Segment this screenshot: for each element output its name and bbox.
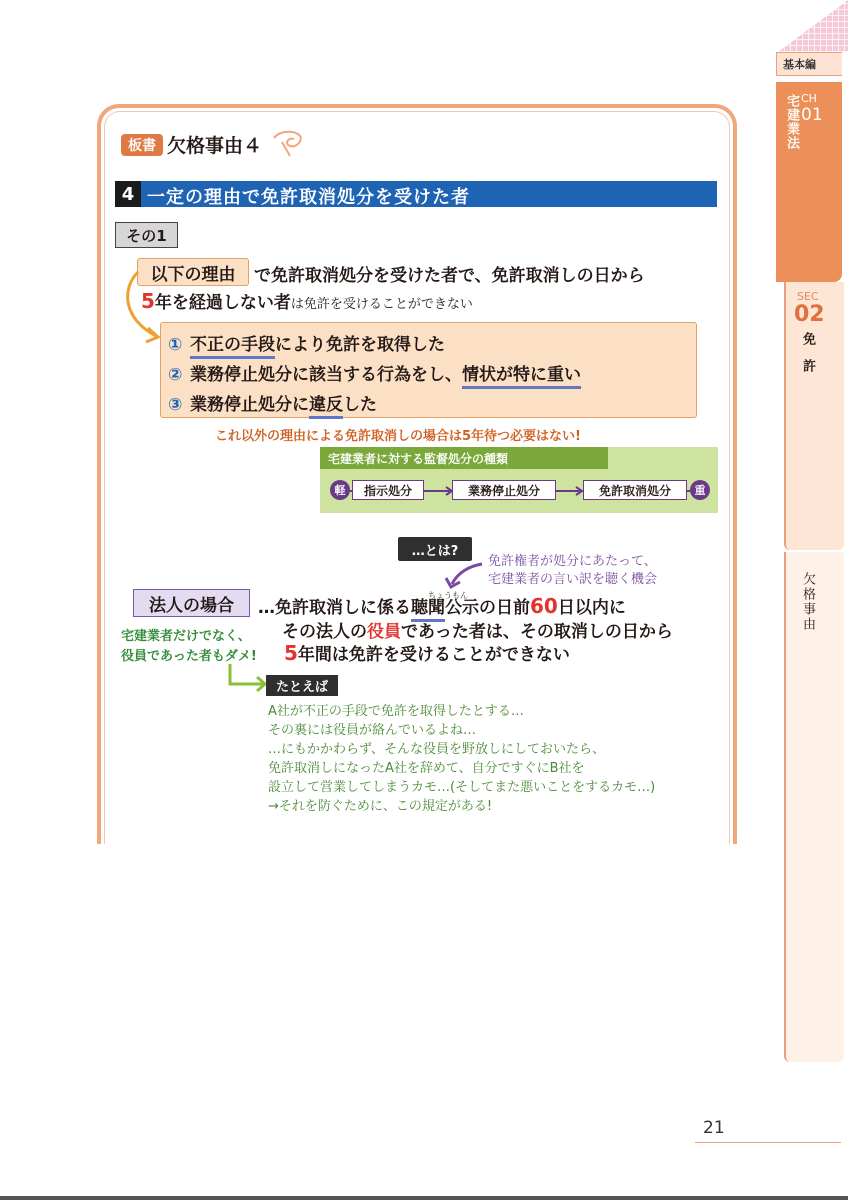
section-heading-text: 一定の理由で免許取消処分を受けた者 — [147, 187, 470, 208]
paperclip-icon — [270, 128, 306, 158]
bottom-border — [0, 1196, 848, 1200]
years-number: 5 — [141, 289, 155, 313]
green-arrow-icon — [220, 662, 270, 696]
corporate-l1b: 公示の日前 — [445, 598, 530, 618]
rule-line-2a: 年を経過しない者 — [154, 293, 291, 313]
example-line: A社が不正の手段で免許を取得したとする… — [268, 704, 524, 719]
supervision-title: 宅建業者に対する監督処分の種類 — [320, 447, 608, 469]
chapter-number: 01 — [801, 105, 823, 125]
chapter-label: CH — [801, 92, 817, 105]
example-line: 免許取消しになったA社を辞めて、自分ですぐにB社を — [268, 761, 585, 776]
corporate-line-3 — [284, 640, 570, 665]
reason-emphasis: 違反 — [309, 395, 343, 419]
step-revocation: 免許取消処分 — [583, 480, 687, 500]
topic-tab — [784, 552, 844, 1062]
corporate-l2b: であった者は、その取消しの日から — [401, 622, 673, 642]
example-line: 設立して営業してしまうカモ…(そしてまた悪いことをするカモ…) — [268, 780, 656, 795]
example-line: …にもかかわらず、そんな役員を野放しにしておいたら、 — [268, 742, 605, 757]
page-number-rule — [695, 1142, 841, 1143]
ruby-choumon: ちょうもん — [428, 591, 468, 600]
reason-item — [168, 330, 445, 355]
section-label: SEC — [797, 290, 819, 303]
tatoeba-label: たとえば — [266, 675, 338, 696]
corner-decoration — [778, 0, 848, 52]
example-line: その裏には役員が絡んでいるよね… — [268, 723, 477, 738]
corporate-label: 法人の場合 — [133, 589, 250, 617]
step-suspension: 業務停止処分 — [452, 480, 556, 500]
reason-text-post: した — [343, 395, 377, 415]
days-number: 60 — [530, 594, 558, 618]
reason-mark: ① — [168, 335, 183, 355]
rule-line-1: で免許取消処分を受けた者で、免許取消しの日から — [254, 266, 645, 286]
example-line: →それを防ぐために、この規定がある! — [268, 799, 493, 814]
board-title: 欠格事由４ — [167, 135, 263, 157]
chapter-title: 宅建業法 — [784, 94, 799, 150]
rule-line-2 — [141, 288, 473, 313]
bansho-badge: 板書 — [121, 134, 163, 156]
towa-label: …とは? — [398, 537, 472, 561]
chapter-tab — [776, 82, 842, 282]
reason-mark: ③ — [168, 395, 183, 415]
step-instruction: 指示処分 — [352, 480, 424, 500]
corporate-l1c: 日以内に — [557, 598, 626, 618]
reason-emphasis: 情状が特に重い — [462, 365, 581, 389]
topic-title: 欠格事由 — [800, 572, 815, 632]
choumon-note-line: 免許権者が処分にあたって、 — [488, 554, 657, 569]
corporate-line-1 — [258, 593, 626, 618]
light-marker: 軽 — [330, 480, 350, 500]
reason-item — [168, 360, 581, 385]
choumon-term: 聴聞 — [411, 598, 445, 622]
reason-item — [168, 390, 377, 415]
years-number-2: 5 — [284, 641, 298, 665]
reason-mark: ② — [168, 365, 183, 385]
side-note-line: 宅建業者だけでなく、 — [121, 629, 251, 644]
corporate-l1a: …免許取消しに係る — [258, 598, 411, 618]
side-note-line: 役員であった者もダメ! — [121, 649, 257, 664]
section-tab — [784, 282, 844, 550]
edition-tab — [776, 52, 842, 76]
corporate-l3b: 年間は免許を受けることができない — [297, 645, 570, 665]
corporate-line-2 — [282, 617, 673, 642]
edition-label: 基本編 — [783, 58, 816, 71]
reason-text-pre: 業務停止処分に — [190, 395, 309, 415]
corporate-l2a: その法人の — [282, 622, 367, 642]
heavy-marker: 重 — [690, 480, 710, 500]
section-number: 02 — [794, 302, 825, 327]
page-number: 21 — [703, 1118, 725, 1138]
reason-emphasis: 不正の手段 — [190, 335, 275, 359]
purple-arrow-icon — [440, 558, 484, 592]
reason-label: 以下の理由 — [150, 264, 236, 285]
officer-term: 役員 — [367, 622, 401, 642]
choumon-note-line: 宅建業者の言い訳を聴く機会 — [488, 572, 658, 587]
reason-text-post: により免許を取得した — [275, 335, 445, 355]
part-label: その1 — [115, 222, 178, 248]
reason-text-pre: 業務停止処分に該当する行為をし、 — [190, 365, 462, 385]
exception-note: これ以外の理由による免許取消しの場合は5年待つ必要はない! — [215, 429, 581, 444]
section-title: 免許 — [800, 332, 815, 386]
section-heading-number: 4 — [115, 181, 141, 207]
rule-line-2b: は免許を受けることができない — [290, 297, 473, 312]
